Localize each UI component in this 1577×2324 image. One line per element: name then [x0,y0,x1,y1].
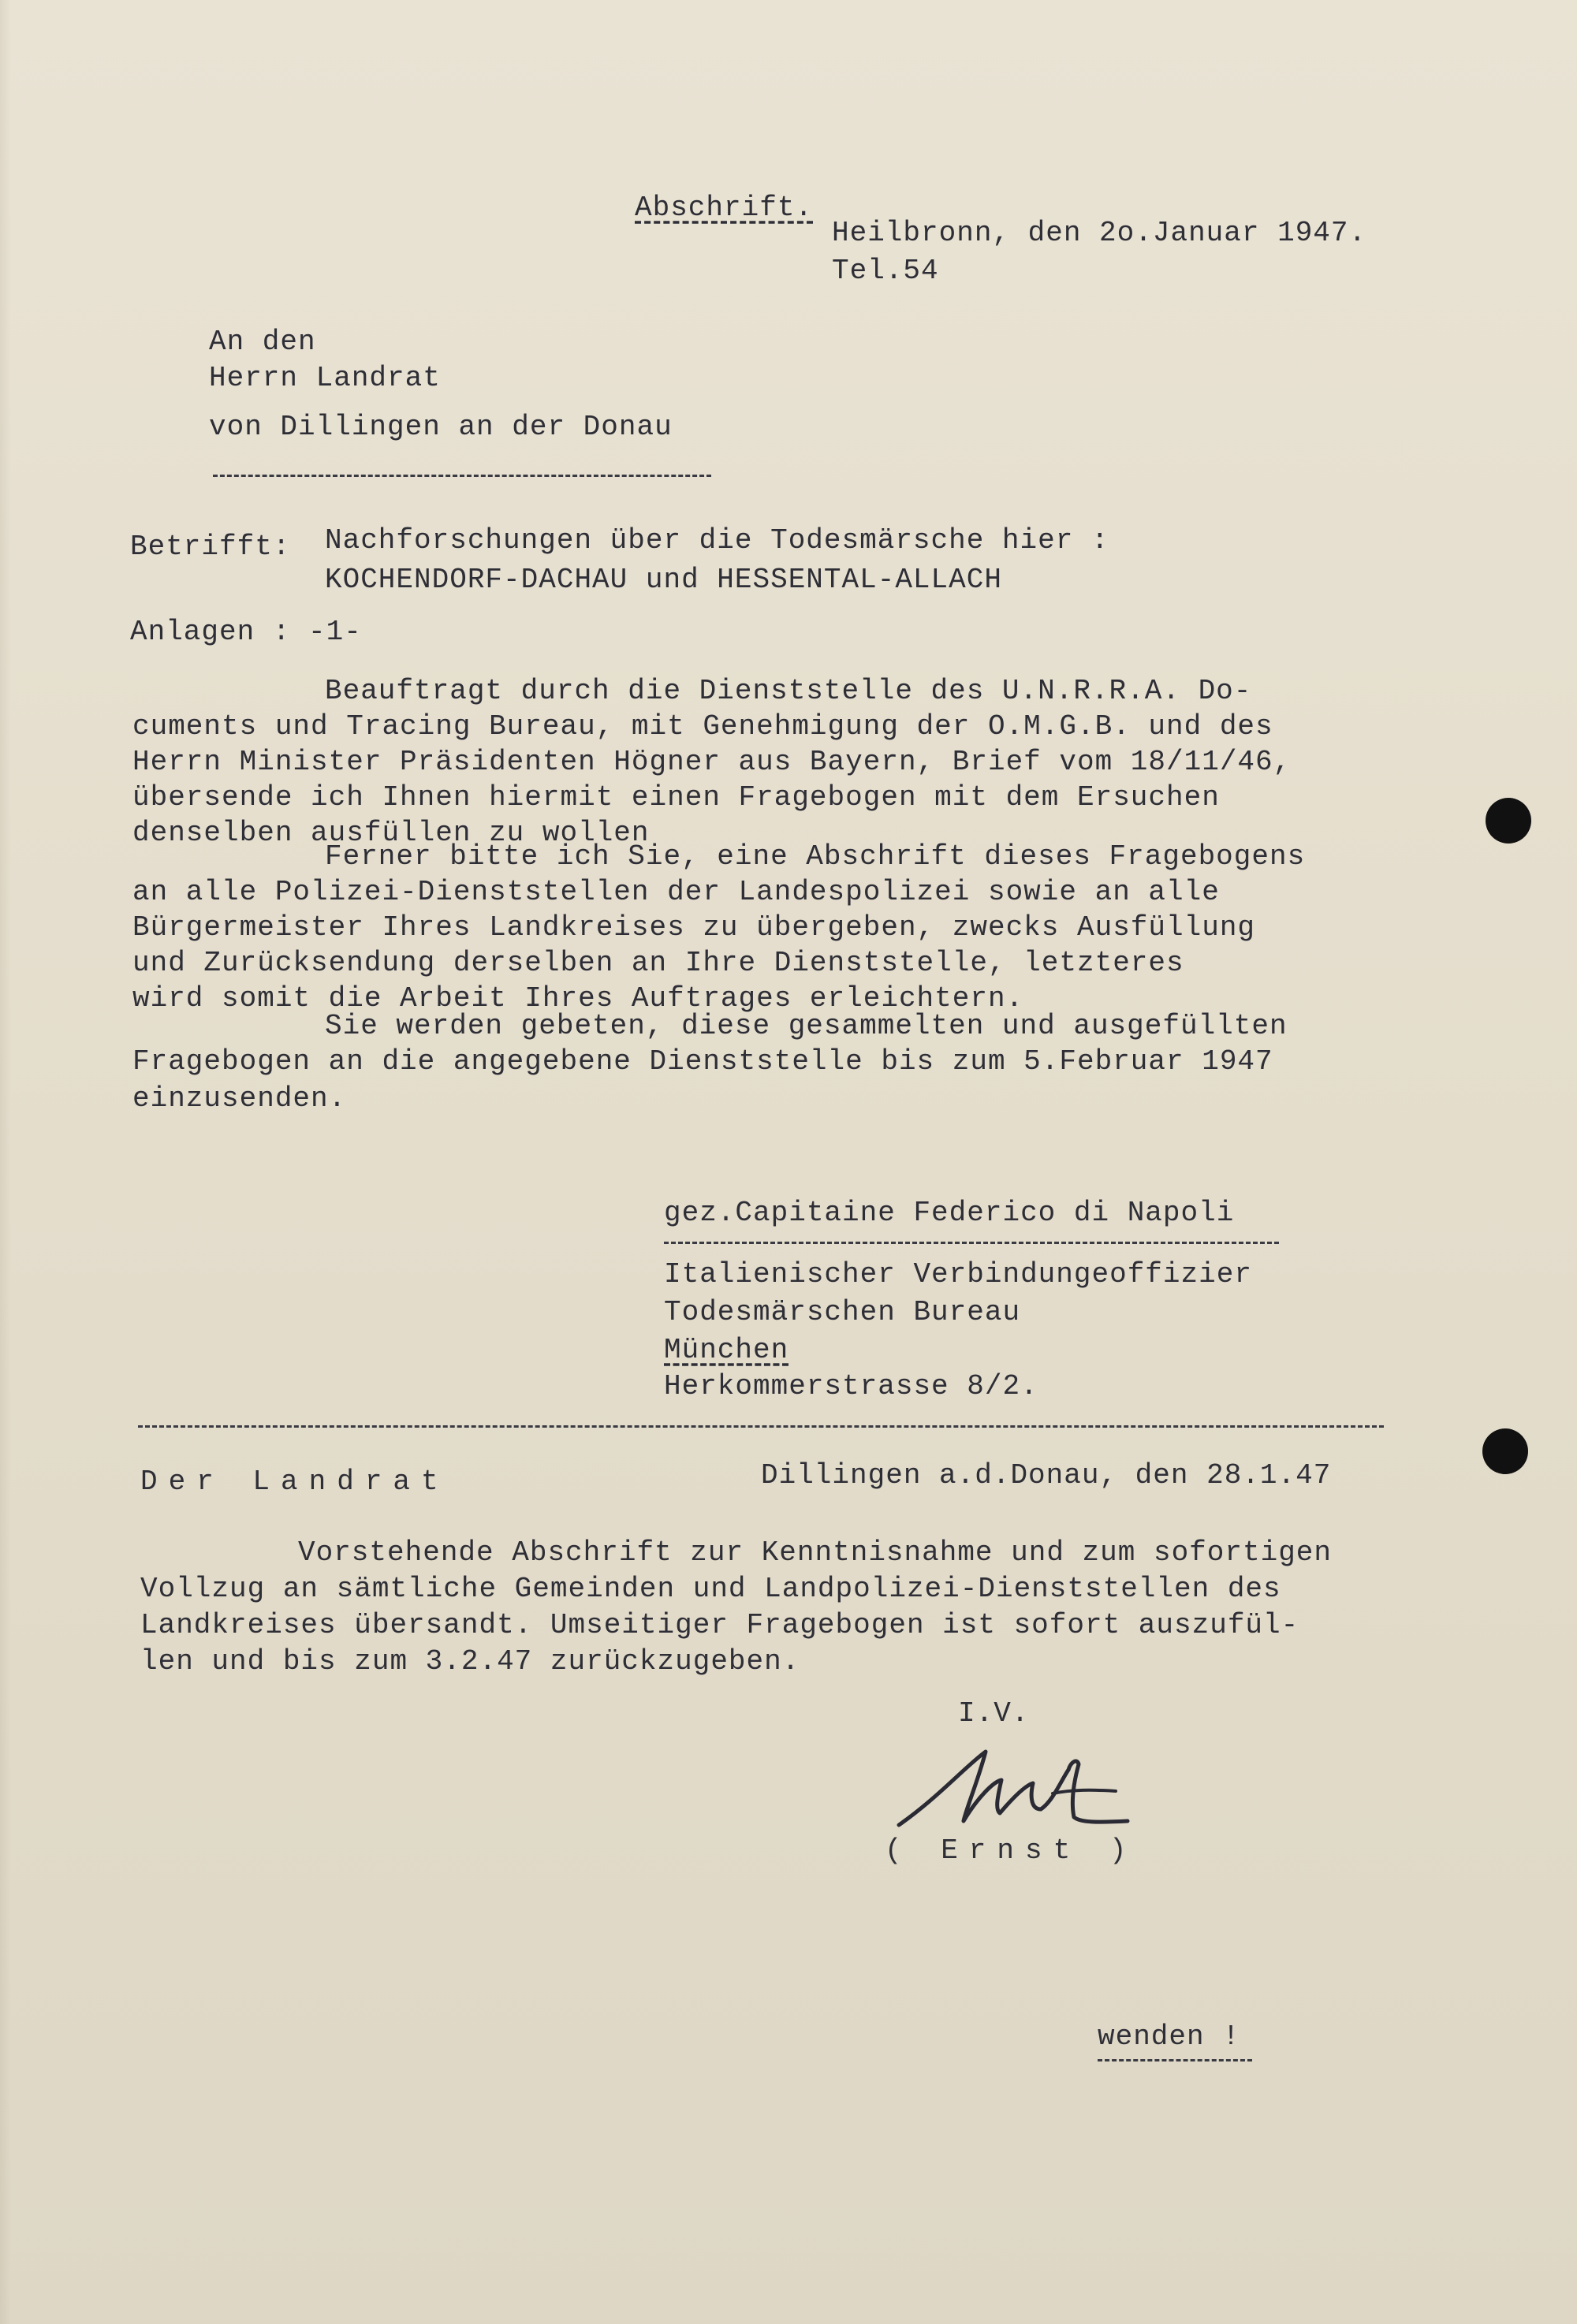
second-body-line: Vorstehende Abschrift zur Kenntnisnahme und zum sofortigen [298,1536,1333,1569]
signature-line-1: Italienischer Verbindungeoffizier [664,1258,1252,1290]
addressee-line-1: An den [209,326,316,358]
second-body-line: Landkreises übersandt. Umseitiger Fragebogen ist sofort auszufül- [140,1609,1299,1641]
document-title: Abschrift. [635,192,814,224]
iv-label: I.V. [958,1697,1030,1730]
body-line: einzusenden. [132,1082,347,1115]
punch-hole-bottom [1482,1428,1528,1474]
signature-line-2: Todesmärschen Bureau [664,1296,1021,1328]
body-line: übersende ich Ihnen hiermit einen Fragebogen mit dem Ersuchen [132,781,1220,814]
signature-line-4: Herkommerstrasse 8/2. [664,1370,1038,1402]
subject-line-2: KOCHENDORF-DACHAU und HESSENTAL-ALLACH [325,564,1002,596]
body-line: denselben ausfüllen zu wollen [132,817,650,849]
body-line: wird somit die Arbeit Ihres Auftrages erleichtern. [132,982,1024,1015]
telephone: Tel.54 [832,255,939,287]
second-body-line: len und bis zum 3.2.47 zurückzugeben. [140,1645,800,1678]
body-line: Sie werden gebeten, diese gesammelten und ausgefüllten [325,1010,1288,1042]
body-line: Beauftragt durch die Dienststelle des U.N.R.R.A. Do- [325,675,1252,707]
body-line: Ferner bitte ich Sie, eine Abschrift dieses Fragebogens [325,840,1306,873]
body-line: an alle Polizei-Dienststellen der Landespolizei sowie an alle [132,876,1220,908]
section-divider [138,1425,1384,1428]
sender-name: Der Landrat [140,1466,449,1498]
body-line: Herrn Minister Präsidenten Högner aus Bayern, Brief vom 18/11/46, [132,746,1292,778]
body-line: cuments und Tracing Bureau, mit Genehmigung der O.M.G.B. und des [132,710,1273,743]
place-date: Heilbronn, den 2o.Januar 1947. [832,217,1367,249]
attachments: Anlagen : -1- [130,616,362,648]
turn-over-note: wenden ! [1098,2020,1240,2053]
signature-divider [664,1242,1279,1244]
subject-line-1: Nachforschungen über die Todesmärsche hier : [325,524,1109,557]
punch-hole-top [1486,798,1531,844]
body-line: Fragebogen an die angegebene Dienststelle bis zum 5.Februar 1947 [132,1045,1273,1078]
addressee-divider [213,475,711,477]
body-line: und Zurücksendung derselben an Ihre Dienststelle, letzteres [132,947,1184,979]
signed-by: gez.Capitaine Federico di Napoli [664,1197,1235,1229]
signer-name: ( Ernst ) [885,1834,1138,1867]
turn-over-underline [1098,2059,1252,2061]
second-place-date: Dillingen a.d.Donau, den 28.1.47 [761,1459,1332,1492]
addressee-line-3: von Dillingen an der Donau [209,411,673,443]
second-body-line: Vollzug an sämtliche Gemeinden und Landpolizei-Dienststellen des [140,1573,1281,1605]
body-line: Bürgermeister Ihres Landkreises zu übergeben, zwecks Ausfüllung [132,911,1256,944]
addressee-line-2: Herrn Landrat [209,362,441,394]
subject-label: Betrifft: [130,531,291,563]
signature-line-3: München [664,1334,789,1366]
handwritten-signature [891,1734,1159,1845]
